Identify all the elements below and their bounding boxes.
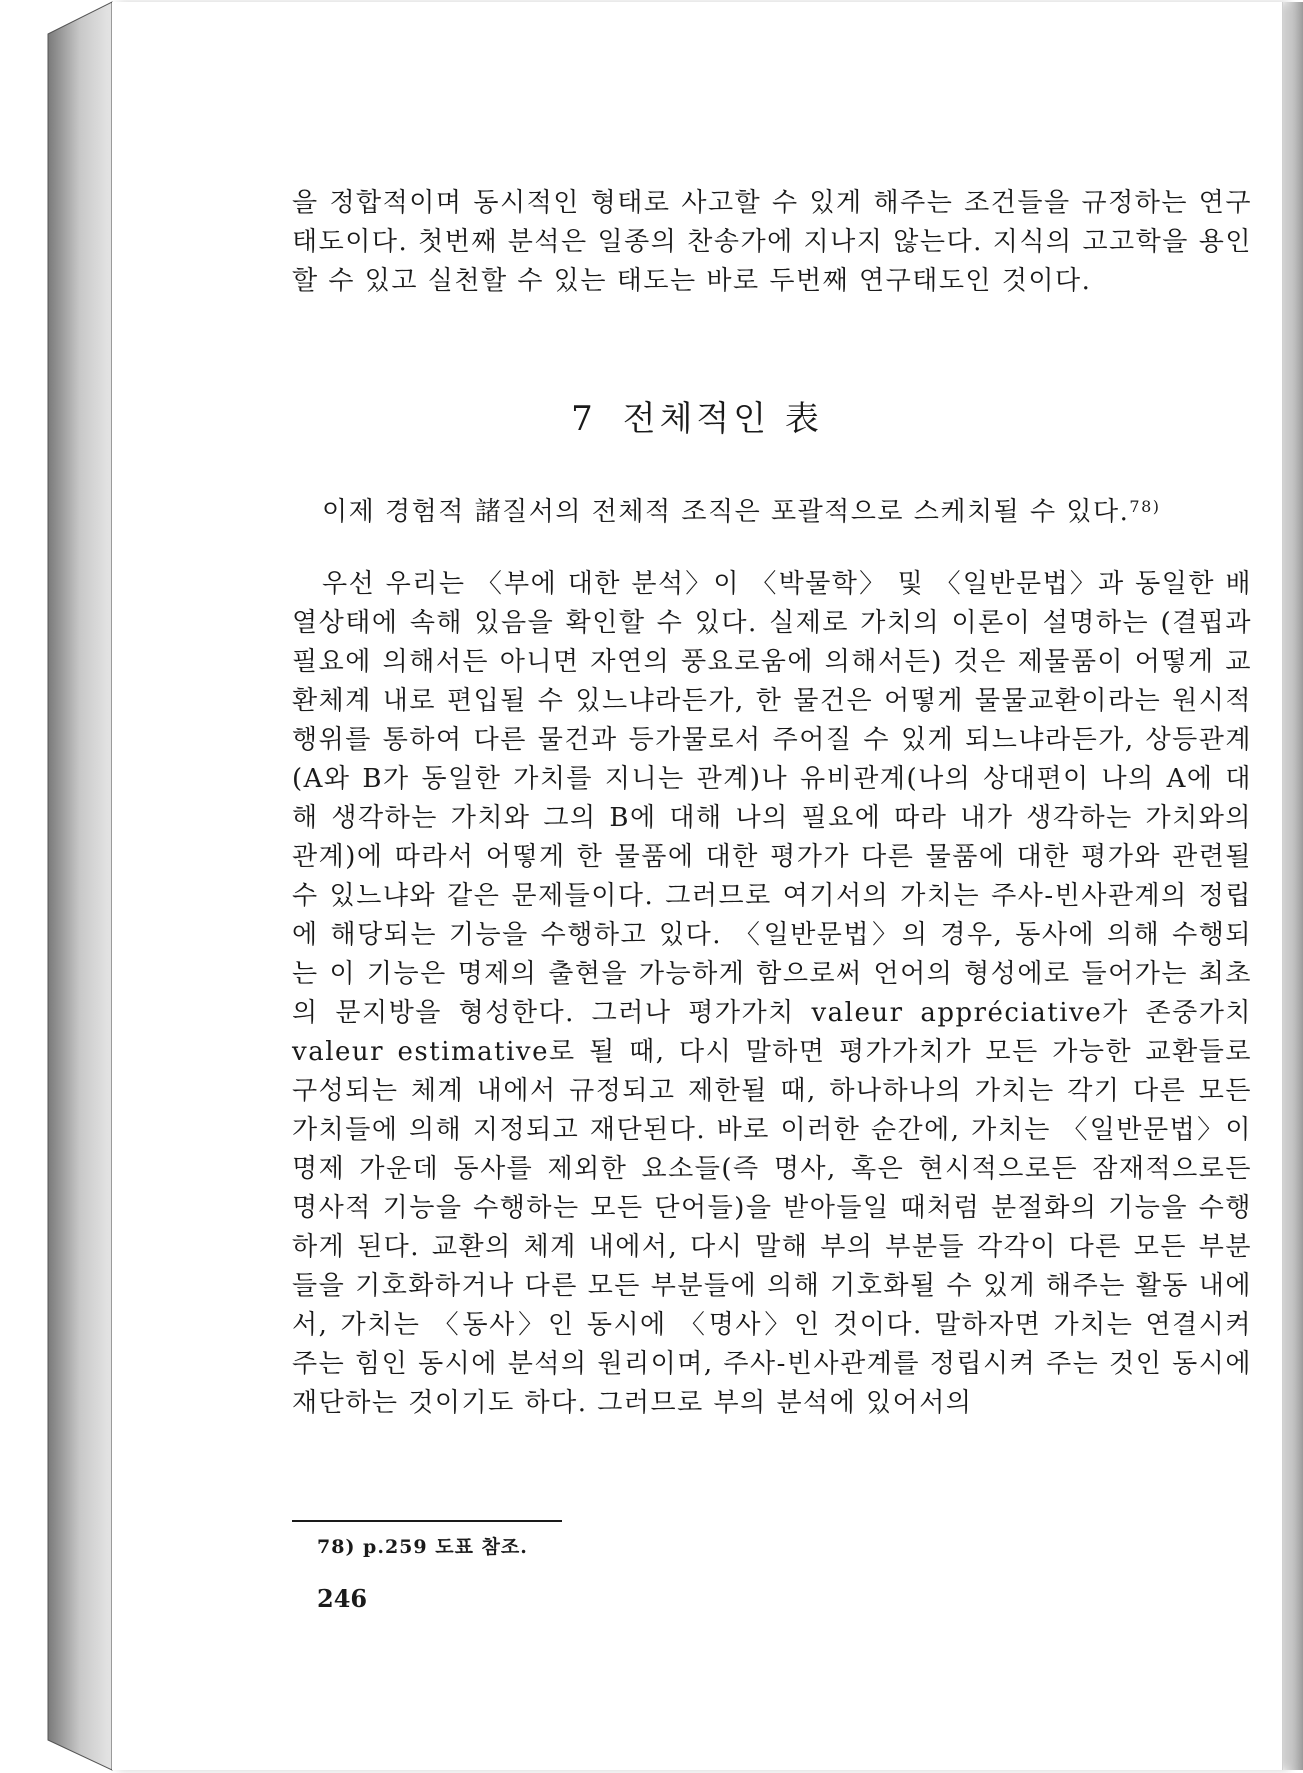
paragraph-intro-text: 이제 경험적 諸질서의 전체적 조직은 포괄적으로 스케치될 수 있다. xyxy=(322,497,1130,527)
paragraph-continued: 을 정합적이며 동시적인 형태로 사고할 수 있게 해주는 조건들을 규정하는 연구태도이다. 첫번째 분석은 일종의 찬송가에 지나지 않는다. 지식의 고고학을 용인할 수 있고 실천할 수 있는 태도는 바로 두번째 연구태도인 것이다. xyxy=(292,188,1252,296)
paragraph-intro xyxy=(292,487,1252,532)
section-number: 7 xyxy=(571,399,597,439)
footnote-divider xyxy=(292,1520,562,1522)
section-title: 전체적인 表 xyxy=(622,399,823,439)
footnote-reference: 78) xyxy=(1129,497,1161,516)
paragraph-main: 우선 우리는 〈부에 대한 분석〉이 〈박물학〉 및 〈일반문법〉과 동일한 배열상태에 속해 있음을 확인할 수 있다. 실제로 가치의 이론이 설명하는 (결핍과 필요에 의해서든 아니면 자연의 풍요로움에 의해서든) 것은 제물품이 어떻게 교환체계 내로 편입될 수 있느냐라든가, 한 물건은 어떻게 물물교환이라는 원시적 행위를 통하여 다른 물건과 등가물로서 주어질 수 있게 되느냐라든가, 상등관계(A와 B가 동일한 가치를 지니는 관계)나 유비관계(나의 상대편이 나의 A에 대해 생각하는 가치와 그의 B에 대해 나의 필요에 따라 내가 생각하는 가치와의 관계)에 따라서 어떻게 한 물품에 대한 평가가 다른 물품에 대한 평가와 관련될 수 있느냐와 같은 문제들이다. 그러므로 여기서의 가치는 주사-빈사관계의 정립에 해당되는 기능을 수행하고 있다. 〈일반문법〉의 경우, 동사에 의해 수행되는 이 기능은 명제의 출현을 가능하게 함으로써 언어의 형성에로 들어가는 최초의 문지방을 형성한다. 그러나 평가가치 valeur appréciative가 존중가치 valeur estimative로 될 때, 다시 말하면 평가가치가 모든 가능한 교환들로 구성되는 체계 내에서 규정되고 제한될 때, 하나하나의 가치는 각기 다른 모든 가치들에 의해 지정되고 재단된다. 바로 이러한 순간에, 가치는 〈일반문법〉이 명제 가운데 동사를 제외한 요소들(즉 명사, 혹은 현시적으로든 잠재적으로든 명사적 기능을 수행하는 모든 단어들)을 받아들일 때처럼 분절화의 기능을 수행하게 된다. 교환의 체계 내에서, 다시 말해 부의 부분들 각각이 다른 모든 부분들을 기호화하거나 다른 모든 부분들에 의해 기호화될 수 있게 해주는 활동 내에서, 가치는 〈동사〉인 동시에 〈명사〉인 것이다. 말하자면 가치는 연결시켜 주는 힘인 동시에 분석의 원리이며, 주사-빈사관계를 정립시켜 주는 것인 동시에 재단하는 것이기도 하다. 그러므로 부의 분석에 있어서의 xyxy=(292,569,1252,1418)
footnote: 78) p.259 도표 참조. xyxy=(317,1536,528,1558)
page-number: 246 xyxy=(317,1584,368,1613)
book-page xyxy=(112,2,1283,1770)
section-heading xyxy=(112,391,1282,440)
